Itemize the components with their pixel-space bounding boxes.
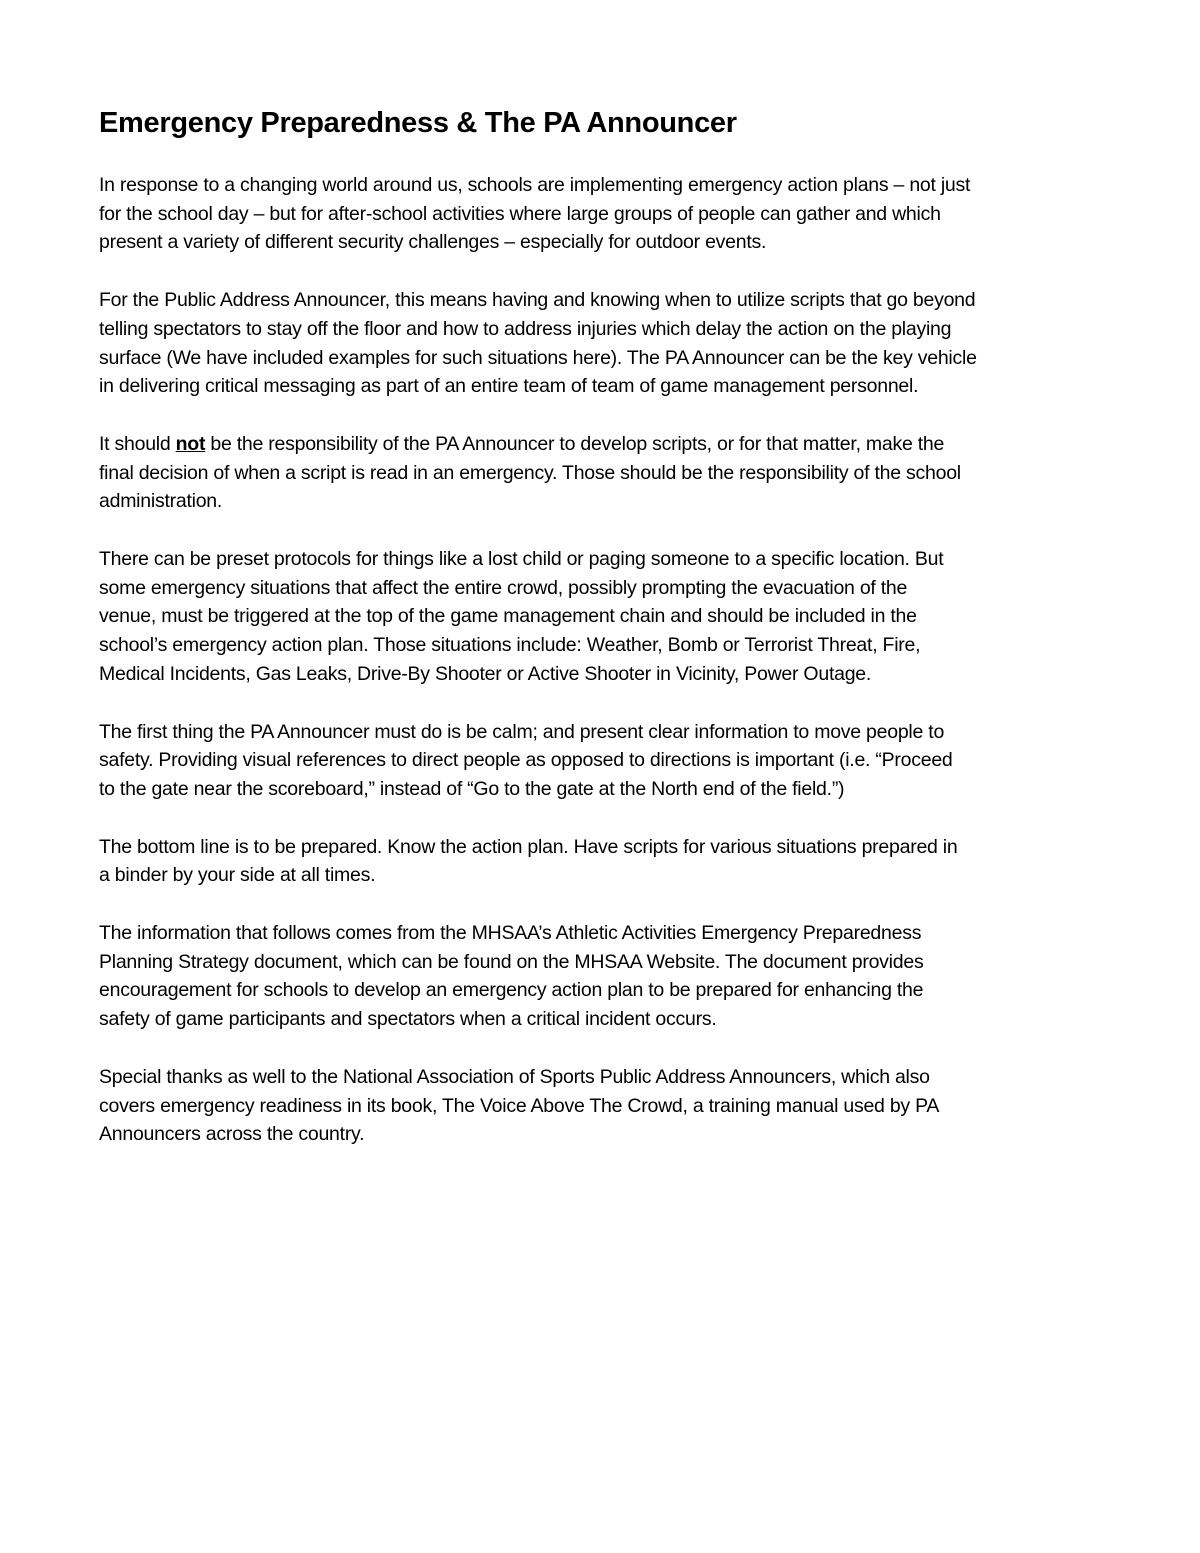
text-line: Planning Strategy document, which can be found on the MHSAA Website. The document provides	[99, 950, 924, 973]
text-line: venue, must be triggered at the top of the game management chain and should be included in the	[99, 605, 917, 628]
text-line: The bottom line is to be prepared. Know the action plan. Have scripts for various situations prepared in	[99, 835, 958, 858]
text-line: Announcers across the country.	[99, 1123, 365, 1146]
paragraph-be-calm	[99, 718, 1109, 804]
text-line: some emergency situations that affect the entire crowd, possibly prompting the evacuation of the	[99, 576, 908, 599]
text-line: present a variety of different security challenges – especially for outdoor events.	[99, 231, 767, 254]
text-line: safety. Providing visual references to direct people as opposed to directions is important (i.e. “Proceed	[99, 749, 953, 772]
text-line: surface (We have included examples for such situations here). The PA Announcer can be the key vehicle	[99, 346, 977, 369]
text-line: safety of game participants and spectators when a critical incident occurs.	[99, 1008, 717, 1031]
paragraph-bottom-line	[99, 833, 1109, 890]
text-line: final decision of when a script is read in an emergency. Those should be the responsibility of the school	[99, 461, 961, 484]
text-segment: be the responsibility of the PA Announcer to develop scripts, or for that matter, make the	[205, 432, 945, 455]
text-line: in delivering critical messaging as part of an entire team of team of game management personnel.	[99, 375, 919, 398]
paragraph-special-thanks	[99, 1063, 1109, 1149]
text-line: encouragement for schools to develop an emergency action plan to be prepared for enhancing the	[99, 979, 924, 1002]
paragraph-announcer-scripts	[99, 286, 1109, 401]
text-line	[99, 430, 1109, 459]
text-line: The information that follows comes from the MHSAA’s Athletic Activities Emergency Preparedness	[99, 922, 922, 945]
paragraph-protocols	[99, 545, 1109, 689]
text-line: administration.	[99, 490, 223, 513]
text-line: telling spectators to stay off the floor and how to address injuries which delay the action on the playing	[99, 317, 952, 340]
text-line: for the school day – but for after-school activities where large groups of people can gather and which	[99, 202, 941, 225]
document-body	[99, 171, 1109, 1178]
text-line: covers emergency readiness in its book, The Voice Above The Crowd, a training manual used by PA	[99, 1094, 940, 1117]
document-title: Emergency Preparedness & The PA Announcer	[99, 107, 737, 139]
text-line: In response to a changing world around us, schools are implementing emergency action plans – not just	[99, 174, 971, 196]
text-line: a binder by your side at all times.	[99, 864, 376, 887]
text-line: to the gate near the scoreboard,” instead of “Go to the gate at the North end of the field.”)	[99, 777, 845, 800]
text-line: Medical Incidents, Gas Leaks, Drive-By Shooter or Active Shooter in Vicinity, Power Outage.	[99, 662, 872, 685]
paragraph-mhsaa-source	[99, 919, 1109, 1034]
text-line: There can be preset protocols for things like a lost child or paging someone to a specific location. But	[99, 548, 944, 571]
text-line: Special thanks as well to the National Association of Sports Public Address Announcers, which also	[99, 1065, 930, 1088]
paragraph-responsibility	[99, 430, 1109, 516]
text-line: For the Public Address Announcer, this means having and knowing when to utilize scripts that go beyond	[99, 289, 976, 312]
text-segment: It should	[99, 432, 176, 455]
text-line: school’s emergency action plan. Those situations include: Weather, Bomb or Terrorist Threat, Fire,	[99, 634, 921, 657]
paragraph-intro	[99, 171, 1109, 257]
text-line: The first thing the PA Announcer must do is be calm; and present clear information to move people to	[99, 720, 945, 743]
emphasis-not: not	[175, 432, 206, 455]
